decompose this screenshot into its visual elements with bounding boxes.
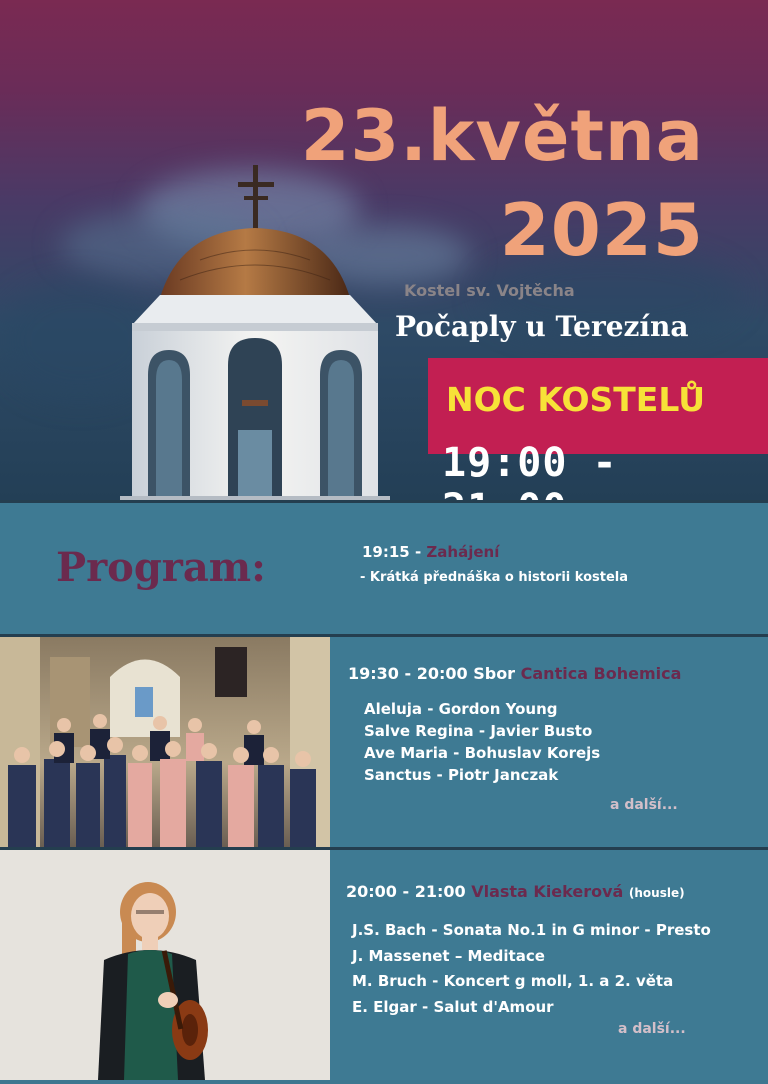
choir-time: 19:30 - 20:00 Sbor bbox=[348, 664, 521, 683]
choir-piece: Ave Maria - Bohuslav Korejs bbox=[364, 744, 601, 762]
violin-name: Vlasta Kiekerová bbox=[471, 882, 624, 901]
event-date: 23.května bbox=[300, 95, 704, 177]
hero-banner bbox=[0, 0, 768, 500]
violin-more: a další... bbox=[618, 1021, 686, 1037]
church-tower-image bbox=[120, 160, 390, 505]
violin-piece: M. Bruch - Koncert g moll, 1. a 2. věta bbox=[352, 972, 674, 990]
violin-line bbox=[346, 882, 685, 901]
violin-time: 20:00 - 21:00 bbox=[346, 882, 472, 901]
event-year: 2025 bbox=[499, 188, 704, 272]
event-title: NOC KOSTELŮ bbox=[446, 380, 705, 419]
opening-detail: - Krátká přednáška o historii kostela bbox=[360, 570, 629, 585]
town-name: Počaply u Terezína bbox=[395, 310, 689, 343]
choir-piece: Aleluja - Gordon Young bbox=[364, 700, 558, 718]
violin-piece: J. Massenet – Meditace bbox=[352, 947, 545, 965]
choir-more: a další... bbox=[610, 797, 678, 813]
violin-instrument: (housle) bbox=[628, 886, 685, 900]
choir-line bbox=[348, 664, 681, 683]
church-name: Kostel sv. Vojtěcha bbox=[404, 281, 575, 300]
violinist-photo bbox=[0, 850, 330, 1080]
opening-title: Zahájení bbox=[426, 543, 500, 561]
choir-name: Cantica Bohemica bbox=[520, 664, 682, 683]
choir-piece: Salve Regina - Javier Busto bbox=[364, 722, 593, 740]
opening-time: 19:15 - bbox=[362, 543, 427, 561]
program-heading: Program: bbox=[56, 544, 266, 591]
choir-piece: Sanctus - Piotr Janczak bbox=[364, 766, 559, 784]
choir-photo bbox=[0, 637, 330, 847]
violin-piece: J.S. Bach - Sonata No.1 in G minor - Presto bbox=[352, 921, 711, 939]
opening-line bbox=[362, 543, 499, 561]
violin-piece: E. Elgar - Salut d'Amour bbox=[352, 998, 554, 1016]
event-time: 19:00 - bbox=[442, 440, 618, 486]
